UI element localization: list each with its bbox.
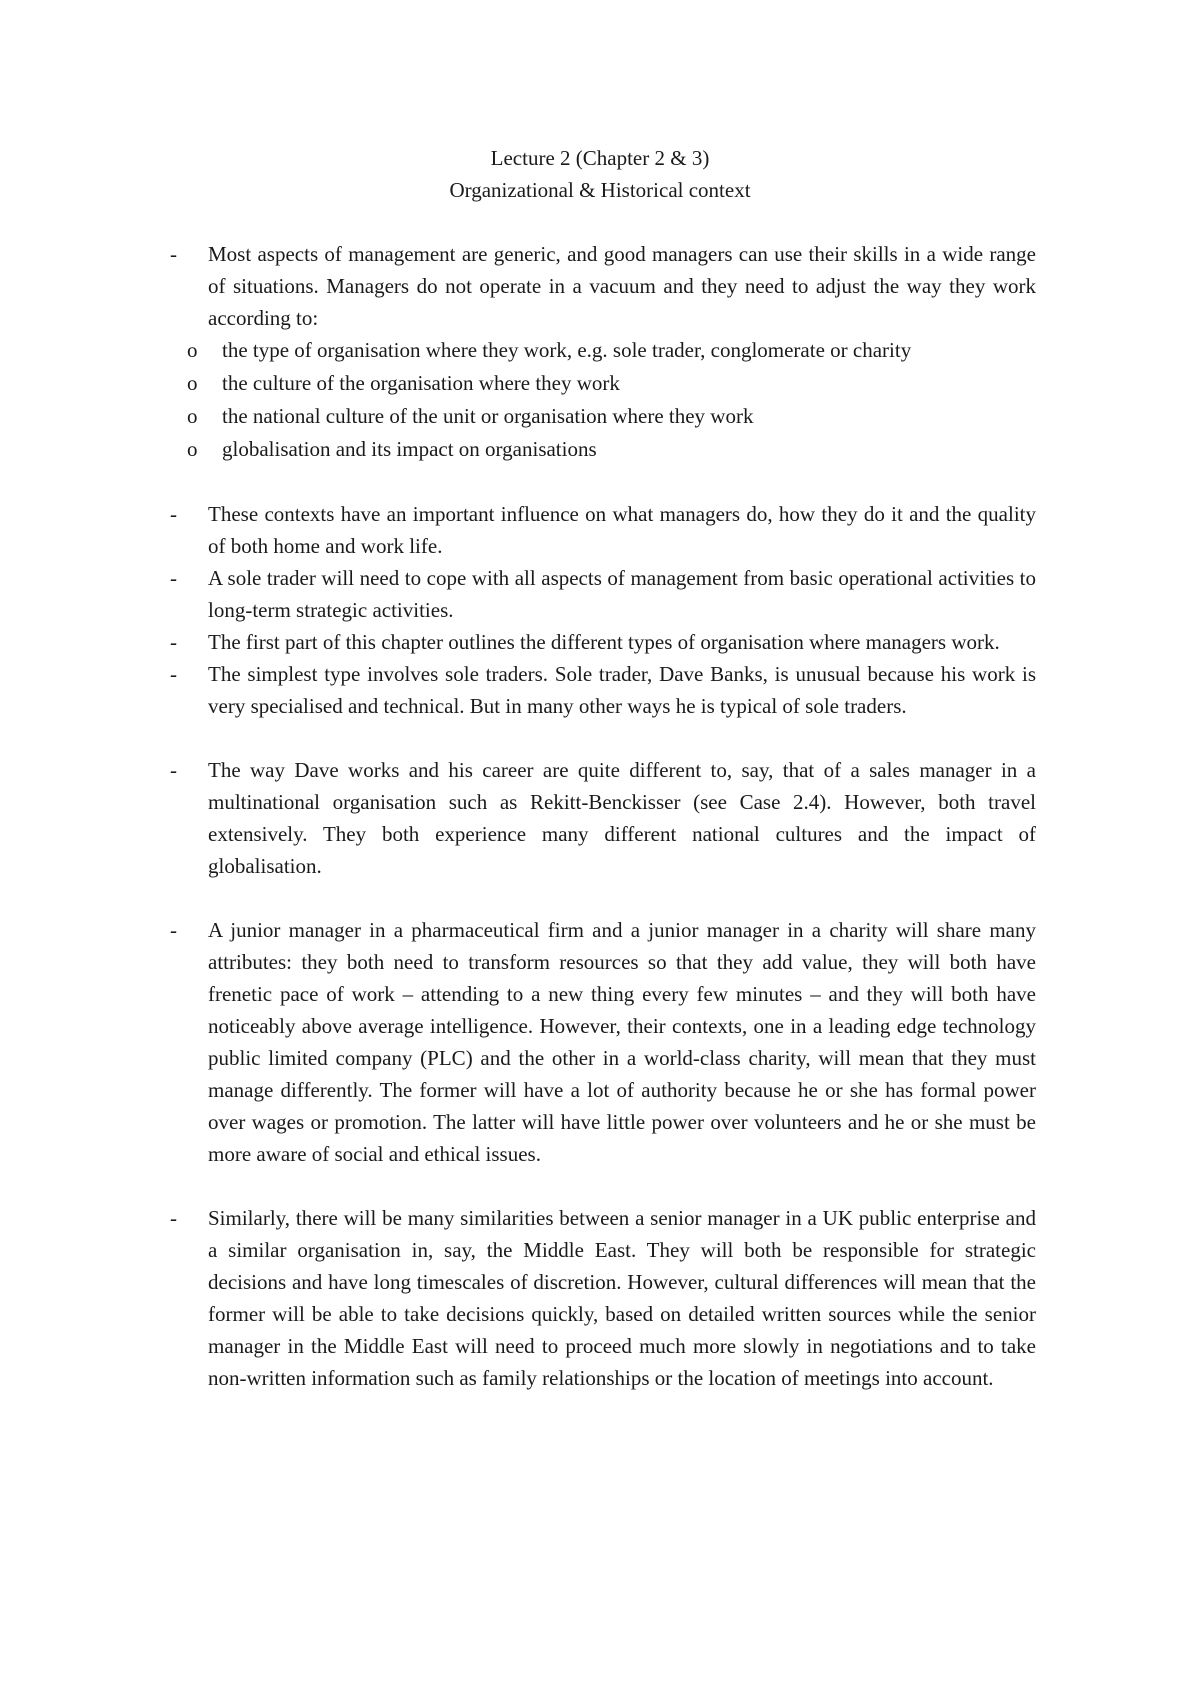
dash-marker: - [170,502,177,526]
dash-marker: - [170,662,177,686]
sub-bullet-item [170,367,1036,400]
bullet-item [170,914,1036,1170]
dash-marker: - [170,630,177,654]
bullet-item [170,562,1036,626]
bullet-text: These contexts have an important influence on what managers do, how they do it and the quality of both home and work life. [208,502,1036,558]
sub-bullet-item [170,433,1036,466]
bullet-text: A sole trader will need to cope with all aspects of management from basic operational activities to long-term strategic activities. [208,566,1036,622]
document-body [170,238,1036,1394]
circle-bullet-marker: o [187,437,198,461]
dash-marker: - [170,918,177,942]
bullet-text: The first part of this chapter outlines the different types of organisation where managers work. [208,630,1000,654]
circle-bullet-marker: o [187,371,198,395]
sub-bullet-text: globalisation and its impact on organisations [222,437,597,461]
bullet-item [170,1202,1036,1394]
sub-bullet-text: the culture of the organisation where they work [222,371,620,395]
dash-marker: - [170,758,177,782]
page-subtitle: Organizational & Historical context [449,178,751,202]
bullet-item [170,498,1036,562]
dash-marker: - [170,242,177,266]
sub-bullet-item [170,400,1036,433]
bullet-text: Similarly, there will be many similarities between a senior manager in a UK public enterprise and a similar organisation in, say, the Middle East. They will both be responsible for strategic decisions and have long timescales of discretion. However, cultural differences will mean that the former will be able to take decisions quickly, based on detailed written sources while the senior manager in the Middle East will need to proceed much more slowly in negotiations and to take non-written information such as family relationships or the location of meetings into account. [208,1206,1036,1390]
bullet-text: The simplest type involves sole traders. Sole trader, Dave Banks, is unusual because his work is very specialised and technical. But in many other ways he is typical of sole traders. [208,662,1036,718]
bullet-text: A junior manager in a pharmaceutical firm and a junior manager in a charity will share many attributes: they both need to transform resources so that they add value, they will both have frenetic pace of work – attending to a new thing every few minutes – and they will both have noticeably above average intelligence. However, their contexts, one in a leading edge technology public limited company (PLC) and the other in a world-class charity, will mean that they must manage differently. The former will have a lot of authority because he or she has formal power over wages or promotion. The latter will have little power over volunteers and he or she must be more aware of social and ethical issues. [208,918,1036,1166]
sub-bullet-item [170,334,1036,367]
dash-marker: - [170,1206,177,1230]
sub-bullet-text: the type of organisation where they work, e.g. sole trader, conglomerate or charity [222,338,912,362]
page-title: Lecture 2 (Chapter 2 & 3) [490,146,710,170]
circle-bullet-marker: o [187,338,198,362]
bullet-text: Most aspects of management are generic, and good managers can use their skills in a wide range of situations. Managers do not operate in a vacuum and they need to adjust the way they work according to: [208,242,1036,330]
bullet-item [170,626,1036,658]
circle-bullet-marker: o [187,404,198,428]
bullet-text: The way Dave works and his career are quite different to, say, that of a sales manager in a multinational organisation such as Rekitt-Benckisser (see Case 2.4). However, both travel extensively. They both experience many different national cultures and the impact of globalisation. [208,758,1036,878]
dash-marker: - [170,566,177,590]
bullet-item [170,754,1036,882]
sub-bullet-text: the national culture of the unit or organisation where they work [222,404,754,428]
bullet-item [170,658,1036,722]
document-header [0,142,1200,206]
bullet-item [170,238,1036,334]
